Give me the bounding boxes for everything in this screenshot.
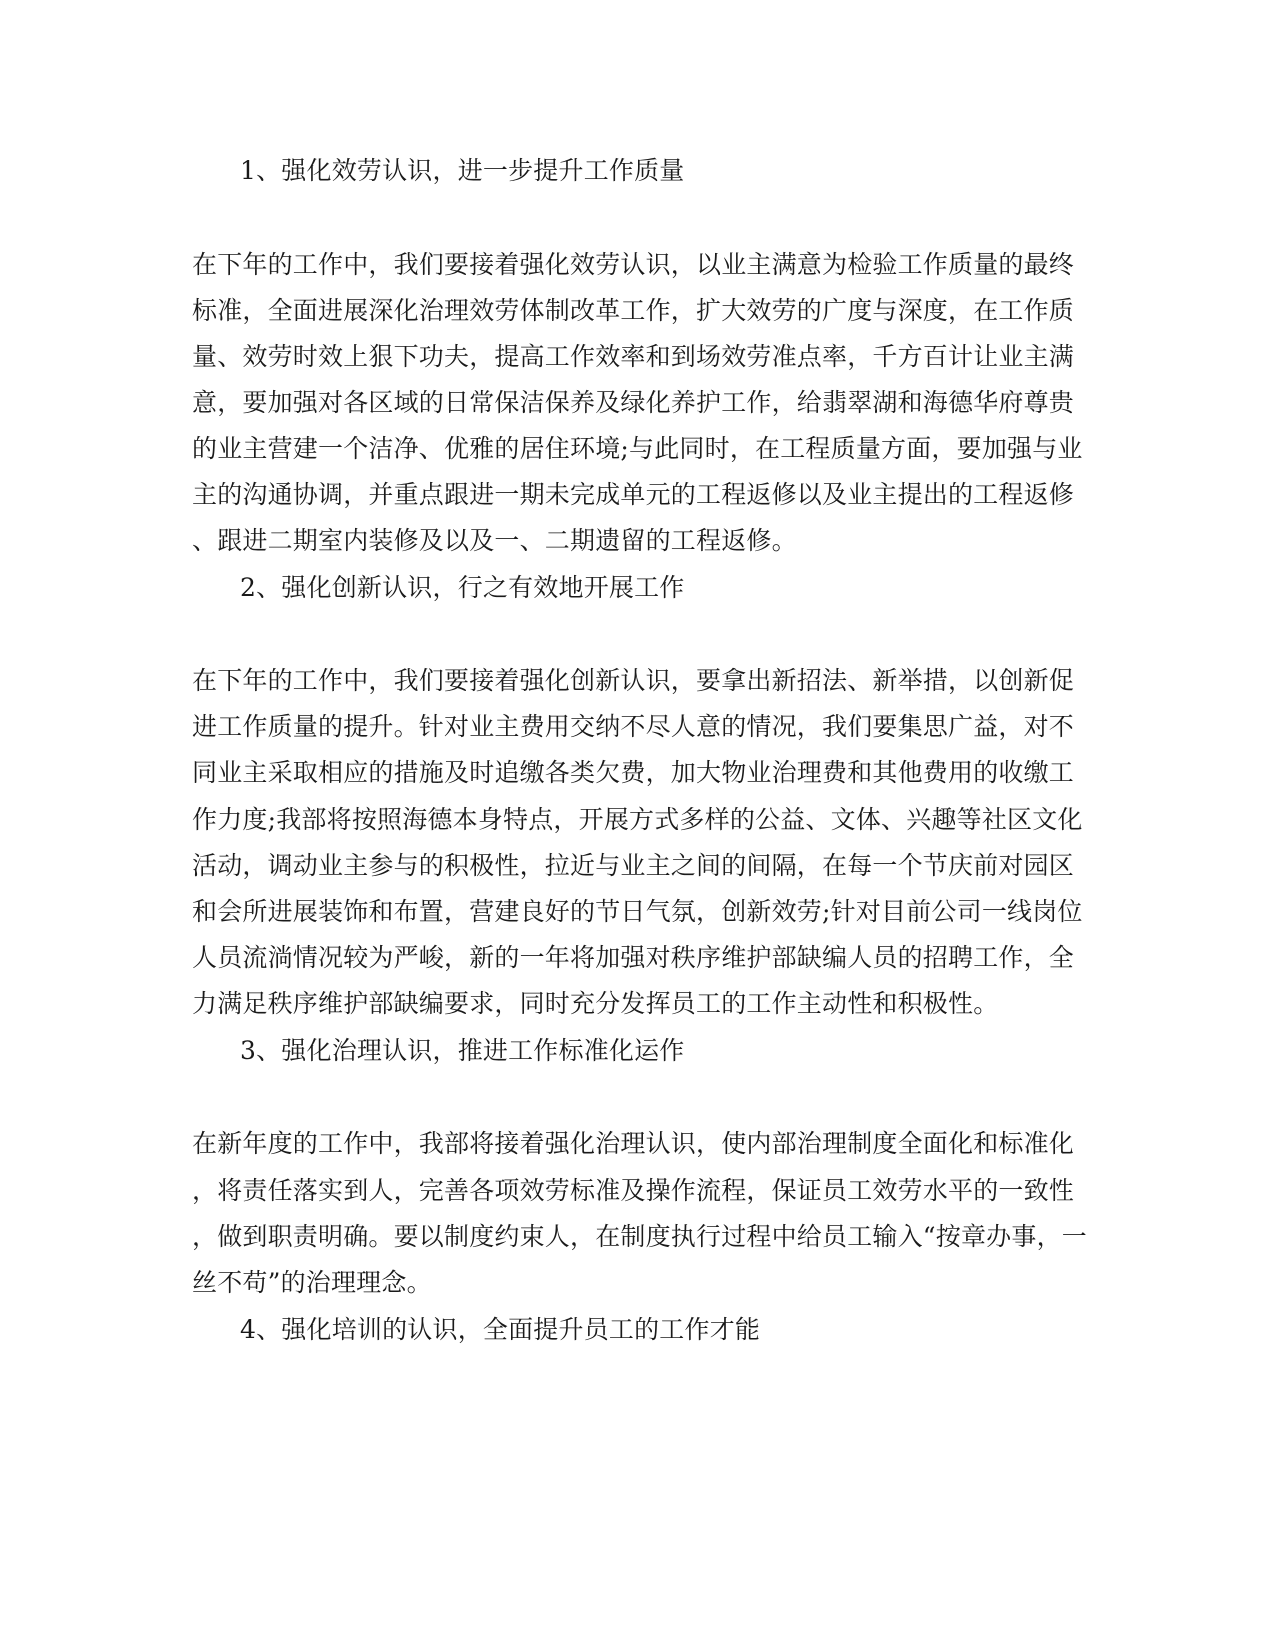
- section-1-line: 量、效劳时效上狠下功夫，提高工作效率和到场效劳准点率，千方百计让业主满: [192, 342, 1075, 371]
- section-1-heading: 1、强化效劳认识，进一步提升工作质量: [240, 156, 685, 185]
- section-2-heading: 2、强化创新认识，行之有效地开展工作: [240, 573, 685, 602]
- section-2-line: 和会所进展装饰和布置，营建良好的节日气氛，创新效劳;针对目前公司一线岗位: [192, 897, 1083, 926]
- section-2-line: 作力度;我部将按照海德本身特点，开展方式多样的公益、文体、兴趣等社区文化: [192, 805, 1083, 834]
- section-2-line: 人员流淌情况较为严峻，新的一年将加强对秩序维护部缺编人员的招聘工作，全: [192, 943, 1075, 972]
- section-1-line: 的业主营建一个洁净、优雅的居住环境;与此同时，在工程质量方面，要加强与业: [192, 434, 1083, 463]
- section-1-line: 、跟进二期室内装修及以及一、二期遗留的工程返修。: [192, 526, 797, 555]
- section-1-line: 意，要加强对各区域的日常保洁保养及绿化养护工作，给翡翠湖和海德华府尊贵: [192, 388, 1075, 417]
- section-1-line: 标准，全面进展深化治理效劳体制改革工作，扩大效劳的广度与深度，在工作质: [192, 296, 1075, 325]
- section-3-line: ，将责任落实到人，完善各项效劳标准及操作流程，保证员工效劳水平的一致性: [192, 1176, 1075, 1205]
- section-2-line: 力满足秩序维护部缺编要求，同时充分发挥员工的工作主动性和积极性。: [192, 989, 999, 1018]
- section-4-heading: 4、强化培训的认识，全面提升员工的工作才能: [240, 1315, 761, 1344]
- section-2-line: 进工作质量的提升。针对业主费用交纳不尽人意的情况，我们要集思广益，对不: [192, 712, 1075, 741]
- section-2-line: 在下年的工作中，我们要接着强化创新认识，要拿出新招法、新举措，以创新促: [192, 666, 1075, 695]
- section-3-heading: 3、强化治理认识，推进工作标准化运作: [240, 1036, 685, 1065]
- section-3-line: 丝不苟”的治理理念。: [192, 1268, 432, 1297]
- section-1-line: 在下年的工作中，我们要接着强化效劳认识，以业主满意为检验工作质量的最终: [192, 250, 1075, 279]
- section-1-line: 主的沟通协调，并重点跟进一期未完成单元的工程返修以及业主提出的工程返修: [192, 480, 1075, 509]
- section-3-line: 在新年度的工作中，我部将接着强化治理认识，使内部治理制度全面化和标准化: [192, 1129, 1075, 1158]
- section-2-line: 活动，调动业主参与的积极性，拉近与业主之间的间隔，在每一个节庆前对园区: [192, 851, 1075, 880]
- section-3-line: ，做到职责明确。要以制度约束人，在制度执行过程中给员工输入“按章办事，一: [192, 1222, 1087, 1251]
- section-2-line: 同业主采取相应的措施及时追缴各类欠费，加大物业治理费和其他费用的收缴工: [192, 758, 1075, 787]
